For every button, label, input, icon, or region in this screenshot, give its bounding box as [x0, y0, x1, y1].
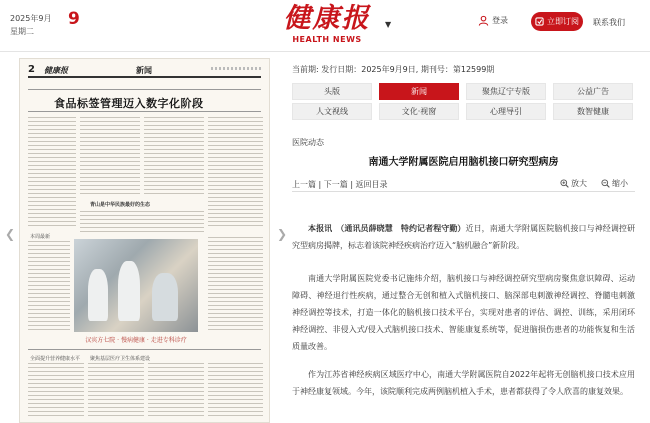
newspaper-page-image[interactable] — [19, 58, 270, 423]
article-text-block[interactable] — [148, 363, 204, 419]
date-line: 2025年9月 — [10, 14, 52, 23]
paper-divider — [28, 349, 261, 350]
article-title: 南通大学附属医院启用脑机接口研究型病房 — [368, 157, 559, 168]
logo-english: HEALTH NEWS — [292, 35, 362, 44]
paper-page-number: 2 — [28, 64, 35, 75]
login-label: 登录 — [492, 16, 508, 25]
nav-tab-culture[interactable]: 文化·视窗 — [379, 103, 459, 120]
article-text-block[interactable] — [80, 117, 140, 195]
photo-figure — [118, 261, 140, 321]
nav-tab-liaoning[interactable]: 聚焦辽宁专版 — [466, 83, 546, 100]
nav-tab-psychology[interactable]: 心理导引 — [466, 103, 546, 120]
paper-subhead[interactable]: 青山是中华民族最好的生态 — [90, 202, 151, 208]
article-toolbar — [292, 176, 635, 192]
article-text-block[interactable] — [28, 117, 76, 227]
zoom-out-button[interactable] — [601, 178, 628, 189]
paper-divider — [28, 111, 261, 112]
contact-link[interactable]: 联系我们 — [593, 18, 625, 27]
paper-headline[interactable]: 食品标签管理迈入数字化阶段 — [54, 97, 204, 110]
logo-chinese: 健康报 — [283, 3, 371, 34]
subscribe-label: 立即订阅 — [547, 17, 579, 26]
article-section-label: 医院动态 — [292, 138, 324, 147]
issue-info: 当前期: 发行日期：2025年9月9日, 期刊号：第12599期 — [292, 65, 495, 74]
photo-figure — [88, 269, 108, 321]
paper-dateline — [211, 67, 261, 70]
paper-subhead[interactable]: 全面提升营养健康水平 — [30, 356, 81, 362]
user-icon — [478, 15, 489, 26]
article-text-block[interactable] — [28, 363, 84, 419]
paper-masthead — [28, 64, 261, 78]
site-logo[interactable] — [267, 5, 387, 44]
zoom-in-label: 放大 — [571, 179, 587, 188]
nav-tab-digital-health[interactable]: 数智健康 — [553, 103, 633, 120]
nav-tab-news[interactable]: 新闻 — [379, 83, 459, 100]
paper-subhead[interactable]: 聚焦基层医疗卫生体系建设 — [90, 356, 151, 362]
nav-tab-front-page[interactable]: 头版 — [292, 83, 372, 100]
article-text-block[interactable] — [28, 241, 70, 331]
article-text-block[interactable] — [144, 117, 204, 195]
nav-tab-public-ads[interactable]: 公益广告 — [553, 83, 633, 100]
zoom-in-icon — [560, 179, 569, 188]
article-paragraph — [292, 220, 635, 254]
article-text-block[interactable] — [208, 363, 263, 419]
paper-subhead[interactable]: 本周最新 — [30, 234, 51, 240]
article-text-block[interactable] — [208, 117, 263, 229]
paper-name: 健康报 — [44, 65, 68, 75]
article-text-block[interactable] — [88, 363, 144, 419]
subscribe-icon — [535, 17, 544, 26]
article-paragraph: 南通大学附属医院党委书记施炜介绍，脑机接口与神经调控研究型病房聚焦意识障碍、运动障碍、神经退行性疾病，通过整合无创和植入式脑机接口、脑深部电刺激神经调控、脊髓电刺激神经调控等技术，打造一体化的脑机接口技术平台，实现对患者的评估、调控、训练，采用闭环神经调控、非侵入式/侵入式脑机接口技术、智能康复系统等，促进脑损伤患者的功能恢复和生活质量改善。 — [292, 274, 635, 351]
zoom-out-label: 缩小 — [612, 179, 628, 188]
section-nav — [292, 83, 635, 123]
zoom-in-button[interactable] — [560, 178, 587, 189]
photo-caption: 汉宾方七院 · 慢病健康 · 走进专科诊疗 — [85, 337, 187, 344]
prev-page-arrow-icon[interactable]: ❮ — [5, 227, 16, 241]
article-lead-text: 近日，南通大学附属医院脑机接口与神经调控研究型病房揭牌，标志着该院神经疾病治疗迈入“脑机融合”新阶段。 — [292, 224, 635, 250]
news-photo[interactable] — [74, 239, 198, 332]
article-pager[interactable]: 上一篇 | 下一篇 | 返回目录 — [292, 180, 388, 189]
photo-figure — [152, 273, 178, 321]
subscribe-button[interactable] — [531, 12, 583, 31]
zoom-out-icon — [601, 179, 610, 188]
day-number: 9 — [68, 9, 80, 29]
edition-dropdown-icon[interactable]: ▼ — [385, 20, 392, 29]
site-header — [0, 0, 650, 52]
article-byline: 本报讯 （通讯员薛晓慧 特约记者程守勤） — [308, 224, 466, 233]
paper-section: 新闻 — [136, 66, 152, 75]
article-text-block[interactable] — [80, 211, 204, 233]
paper-divider — [28, 89, 261, 90]
section-nav-row — [292, 103, 635, 120]
login-link[interactable] — [478, 15, 508, 26]
article-paragraph: 作为江苏省神经疾病区域医疗中心，南通大学附属医院自2022年起将无创脑机接口技术应用于神经康复领域。今年，该院顺利完成两例脑机植入手术，患者都获得了令人欣喜的康复效果。 — [292, 370, 635, 396]
weekday: 星期二 — [10, 27, 34, 36]
next-page-arrow-icon[interactable]: ❯ — [277, 227, 288, 241]
section-nav-row — [292, 83, 635, 100]
date-block — [10, 12, 51, 38]
article-text-block[interactable] — [208, 237, 263, 331]
nav-tab-humanities[interactable]: 人文视线 — [292, 103, 372, 120]
